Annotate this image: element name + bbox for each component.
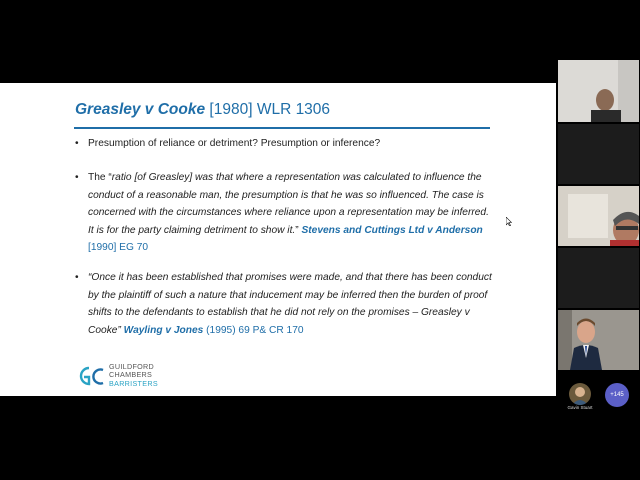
bullet-dot: • xyxy=(75,138,79,149)
bullet-2-pre: The “ xyxy=(88,172,112,183)
bullet-dot: • xyxy=(75,172,79,183)
gc-logo-icon xyxy=(76,364,104,388)
participant-name: Gavin Stuart xyxy=(567,405,593,410)
avatar-photo-icon xyxy=(569,383,591,405)
video-tile-3[interactable] xyxy=(558,186,639,246)
title-underline xyxy=(74,127,490,129)
participant-avatar[interactable] xyxy=(569,383,591,405)
bullet-3-text xyxy=(88,269,495,339)
bullet-3-body: “Once it has been established that promises were made, and that there has been conduct by the plaintiff of such a nature that inducement may be inferred then the burden of proof shifts to the defendants to establish that he did not rely on the promises – Greasley v Cooke” xyxy=(88,272,492,336)
bullet-3-cite-case: Wayling v Jones xyxy=(123,324,204,336)
bullet-2-ratio: ratio xyxy=(111,172,135,183)
participant-video-icon xyxy=(558,60,639,122)
slide-title-case: Greasley v Cooke xyxy=(75,101,206,118)
logo-line-chambers: CHAMBERS xyxy=(109,370,153,380)
logo-line-barristers: BARRISTERS xyxy=(109,378,158,388)
bullet-2-close: ” xyxy=(295,224,302,236)
logo-line-guildford: GUILDFORD xyxy=(109,362,155,371)
bullet-3-cite-ref: (1995) 69 P& CR 170 xyxy=(203,324,304,336)
bullet-dot: • xyxy=(75,272,79,283)
more-participants-button[interactable]: +145 xyxy=(605,383,629,407)
logo-wordmark xyxy=(109,363,158,388)
participant-video-icon xyxy=(558,186,639,246)
video-tile-5[interactable] xyxy=(558,310,639,370)
chambers-logo xyxy=(76,363,158,388)
mouse-cursor-icon xyxy=(506,217,512,226)
bullet-1-text: Presumption of reliance or detriment? Presumption or inference? xyxy=(88,138,381,149)
video-tile-4[interactable] xyxy=(558,248,639,308)
slide-title xyxy=(75,101,330,119)
bullet-2-body: was that where a representation was calculated to influence the conduct of a reasonable man, the presumption is that he was so influenced. The case is concerned with the circumstances where reliance upon a representation may be inferred. It is for the party claiming detriment to show it. xyxy=(88,172,489,236)
participant-video-icon xyxy=(558,310,639,370)
bullet-2-cite-ref: [1990] EG 70 xyxy=(88,242,149,253)
bullet-2-bracket: [of Greasley] xyxy=(134,172,193,183)
slide-title-citation: [1980] WLR 1306 xyxy=(205,101,331,118)
video-tile-2[interactable] xyxy=(558,124,639,184)
bullet-2-cite-case: Stevens and Cuttings Ltd v Anderson xyxy=(301,224,483,236)
bullet-3 xyxy=(75,269,495,339)
bullet-2 xyxy=(75,169,495,257)
video-tile-1[interactable] xyxy=(558,60,639,122)
presentation-slide xyxy=(0,83,556,396)
bullet-2-text xyxy=(88,169,495,257)
bullet-1 xyxy=(75,135,495,153)
